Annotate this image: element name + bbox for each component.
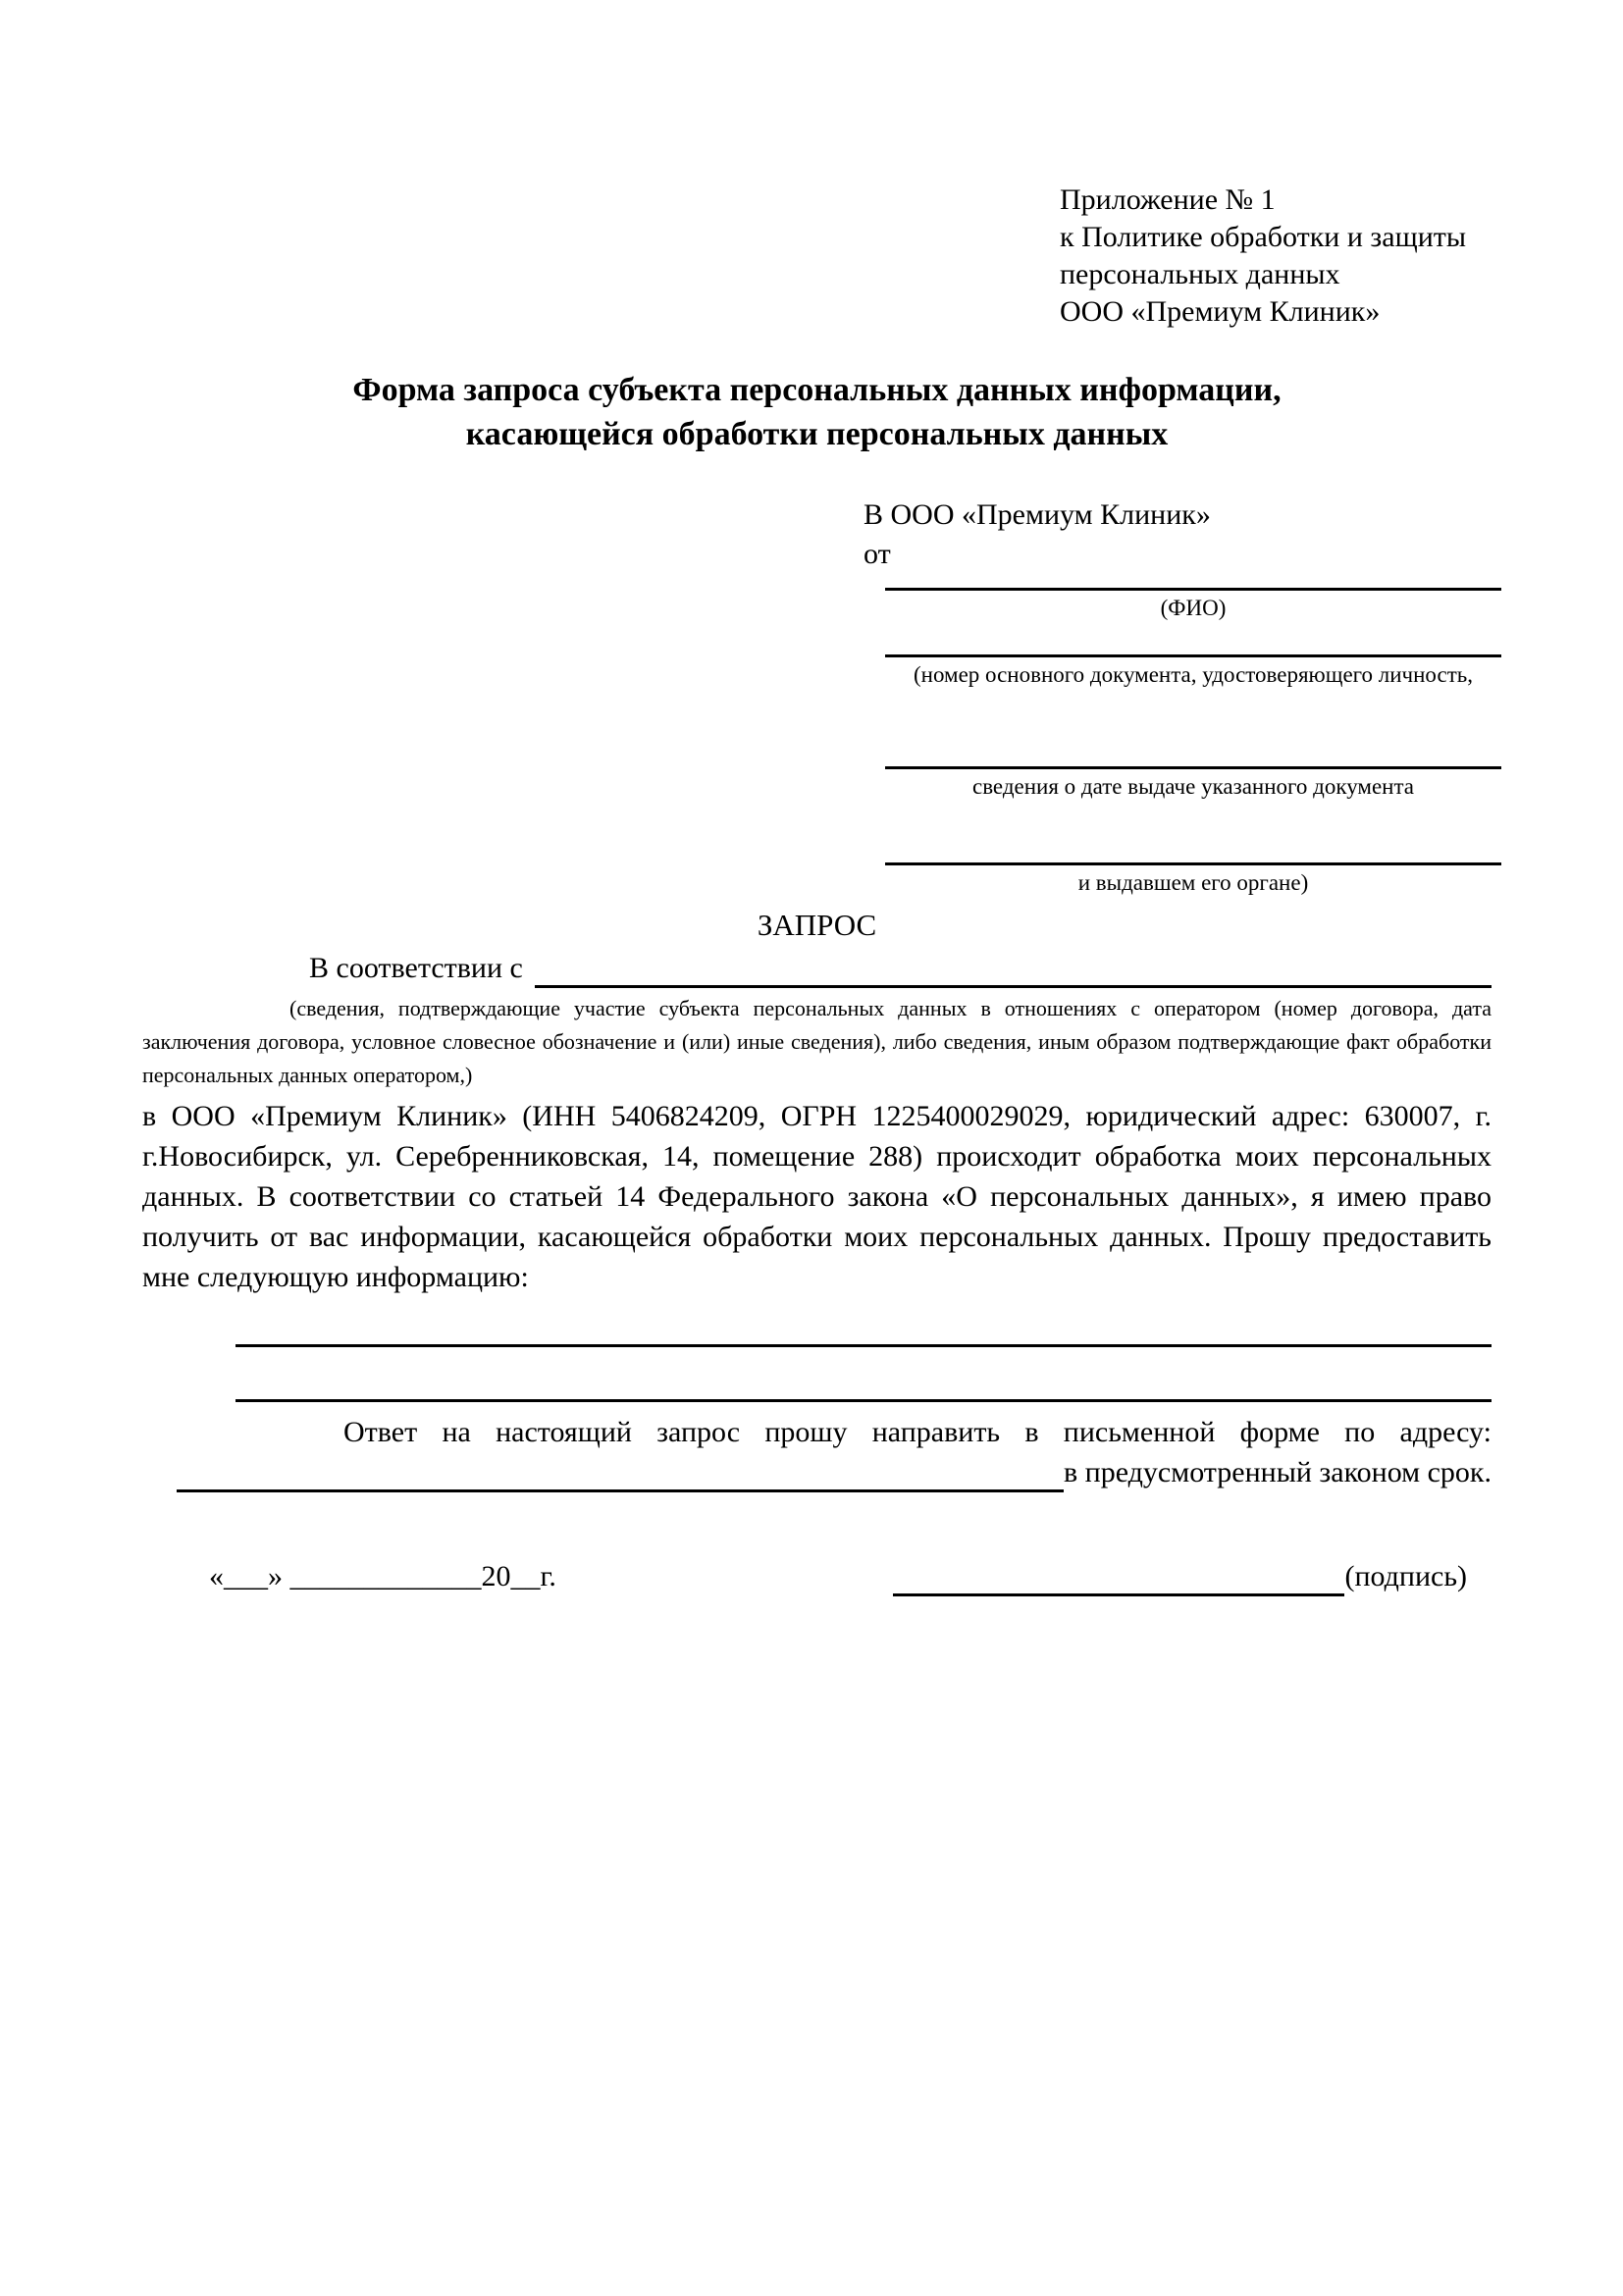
answer-instruction: Ответ на настоящий запрос прошу направить в письменной форме по адресу: bbox=[343, 1416, 1492, 1448]
document-number-field-caption: (номер основного документа, удостоверяющего личность, bbox=[913, 662, 1473, 687]
accordance-field-line bbox=[535, 952, 1492, 988]
form-title-line-1: Форма запроса субъекта персональных данных информации, bbox=[352, 372, 1282, 408]
accordance-label: В соответствии с bbox=[309, 952, 523, 984]
answer-tail: в предусмотренный законом срок. bbox=[1064, 1456, 1492, 1488]
info-blank-line-2 bbox=[236, 1389, 1492, 1402]
appendix-header bbox=[1060, 182, 1492, 331]
appendix-line-3: персональных данных bbox=[1060, 258, 1340, 290]
form-title-line-2: касающейся обработки персональных данных bbox=[465, 416, 1169, 452]
info-blank-line-1 bbox=[236, 1334, 1492, 1347]
recipient-block bbox=[864, 496, 1501, 898]
date-field: «___» _____________20__г. bbox=[209, 1560, 556, 1592]
issue-date-field-line bbox=[885, 755, 1501, 769]
issuing-authority-field-line bbox=[885, 851, 1501, 865]
fio-field-caption: (ФИО) bbox=[1160, 596, 1227, 620]
recipient-to: В ООО «Премиум Клиник» bbox=[864, 498, 1211, 531]
appendix-line-2: к Политике обработки и защиты bbox=[1060, 221, 1467, 253]
signature-field-line bbox=[893, 1560, 1344, 1596]
footer-row bbox=[142, 1557, 1492, 1596]
signature-caption: (подпись) bbox=[1344, 1560, 1467, 1592]
answer-address-field-line bbox=[177, 1456, 1064, 1492]
request-heading: ЗАПРОС bbox=[757, 908, 877, 942]
issuing-authority-field-caption: и выдавшем его органе) bbox=[1077, 870, 1309, 895]
form-title bbox=[142, 368, 1492, 456]
request-body: в ООО «Премиум Клиник» (ИНН 5406824209, ОГРН 1225400029029, юридический адрес: 630007, г. г.Новосибирск, ул. Серебренниковская, 14, помещение 288) происходит обработка моих персональных данных. В соответствии со статьей 14 Федерального закона «О персональных данных», я имею право получить от вас информации, касающейся обработки моих персональных данных. Прошу предоставить мне следующую информацию: bbox=[142, 1100, 1492, 1293]
accordance-footnote: (сведения, подтверждающие участие субъекта персональных данных в отношениях с оператором (номер договора, дата заключения договора, условное словесное обозначение и (или) иные сведения), либо сведения, иным образом подтверждающие факт обработки персональных данных оператором,) bbox=[142, 996, 1492, 1087]
signature-block bbox=[893, 1557, 1467, 1596]
fio-field-line bbox=[885, 576, 1501, 591]
answer-address-row bbox=[142, 1452, 1492, 1492]
accordance-row bbox=[142, 949, 1492, 988]
appendix-line-4: ООО «Премиум Клиник» bbox=[1060, 295, 1381, 328]
recipient-from-label: от bbox=[864, 538, 891, 570]
document-number-field-line bbox=[885, 643, 1501, 657]
issue-date-field-caption: сведения о дате выдаче указанного документа bbox=[971, 774, 1415, 799]
appendix-line-1: Приложение № 1 bbox=[1060, 183, 1276, 216]
